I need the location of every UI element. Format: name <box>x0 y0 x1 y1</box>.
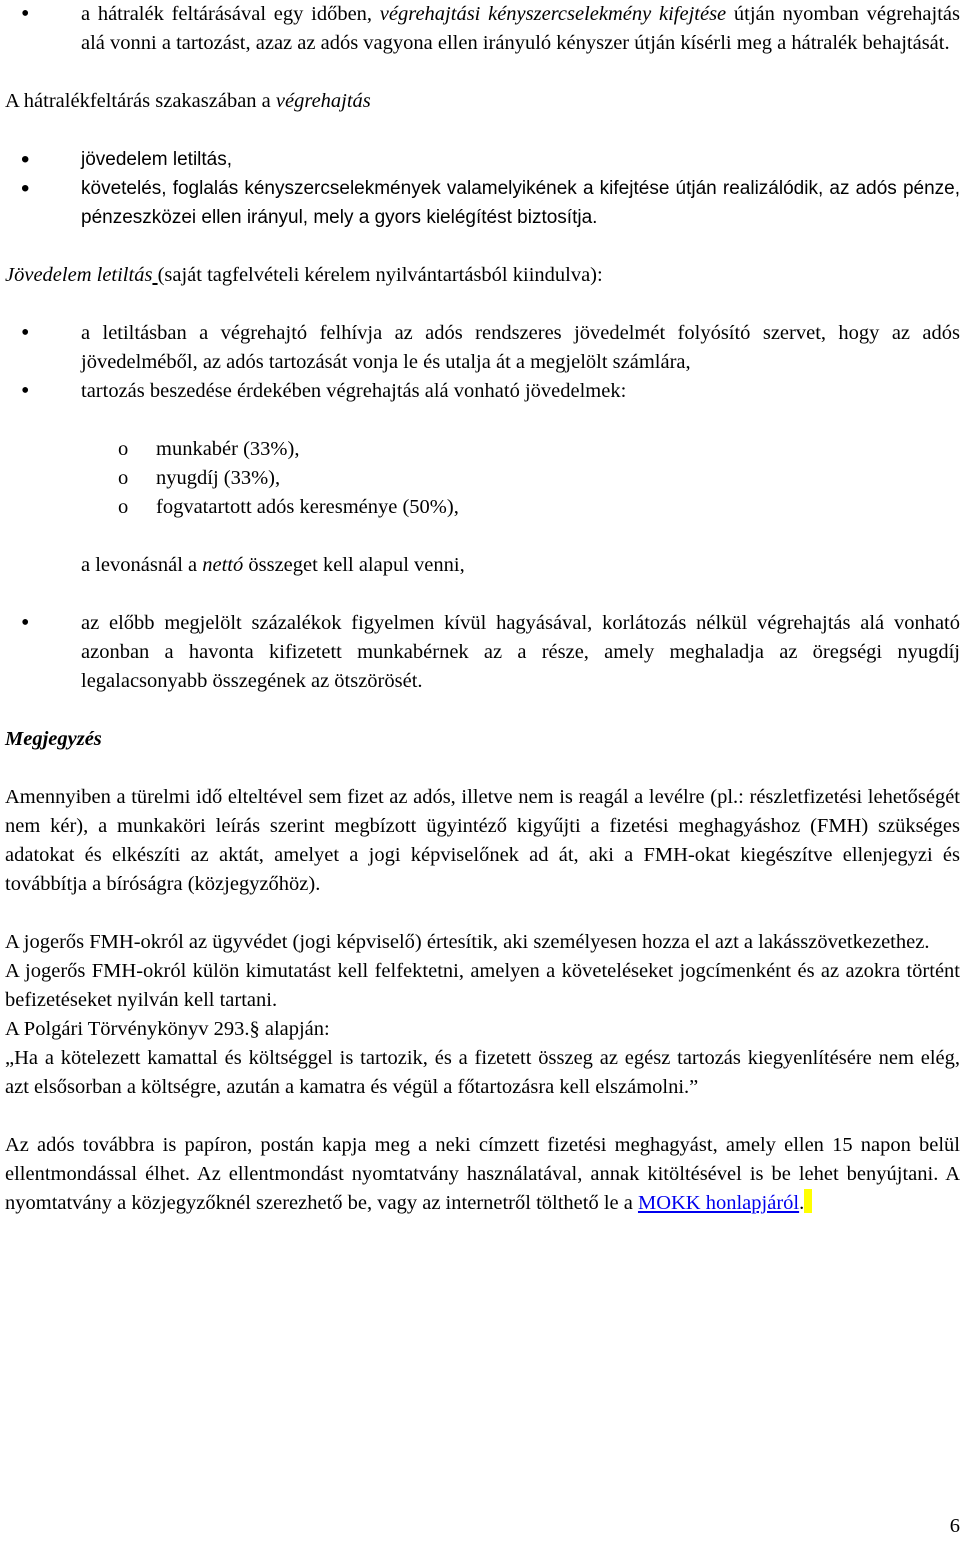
note-paragraph-4: A Polgári Törvénykönyv 293.§ alapján: <box>5 1018 330 1040</box>
net-amount-note: a levonásnál a nettó összeget kell alapul venni, <box>81 554 465 576</box>
list-item: o nyugdíj (33%), <box>5 464 960 493</box>
page-number: 6 <box>949 1515 960 1537</box>
income-sublist <box>5 435 960 522</box>
list-item: • követelés, foglalás kényszercselekmények valamelyikének a kifejtése útján realizálódik, az adós pénze, pénzeszközei ellen irányul, mely a gyors kielégítést biztosítja. <box>5 174 960 232</box>
list-item: o munkabér (33%), <box>5 435 960 464</box>
garnish-title-italic: Jövedelem letiltás <box>5 264 153 286</box>
garnish-list <box>5 319 960 406</box>
list-item: • tartozás beszedése érdekében végrehajtás alá vonható jövedelmek: <box>5 377 960 406</box>
note-paragraph-2: A jogerős FMH-okról az ügyvédet (jogi képviselő) értesítik, aki személyesen hozza el azt a lakásszövetkezethez. <box>5 931 930 953</box>
garnish-title: Jövedelem letiltás (saját tagfelvételi kérelem nyilvántartásból kiindulva): <box>5 264 603 286</box>
note-paragraph-5: Az adós továbbra is papíron, postán kapja meg a neki címzett fizetési meghagyást, amely ellen 15 napon belül ellentmondással élhet. Az ellentmondást nyomtatvány használatával, annak kitöltésével is be lehet benyújtani. A nyomtatvány a közjegyzőknél szerezhető be, vagy az internetről tölthető le a MOKK honlapjáról. <box>5 1134 960 1214</box>
limit-list <box>5 609 960 696</box>
phase-lead: A hátralékfeltárás szakaszában a végrehajtás <box>5 90 371 112</box>
civil-code-quote: „Ha a kötelezett kamattal és költséggel is tartozik, és a fizetett összeg az egész tartozás kiegyenlítésére nem elég, azt elsősorban a költségre, azután a kamatra és végül a főtartozásra kell elszámolni.” <box>5 1047 960 1098</box>
phase-list <box>5 145 960 232</box>
list-item: • jövedelem letiltás, <box>5 145 960 174</box>
note-paragraph-1: Amennyiben a türelmi idő elteltével sem fizet az adós, illetve nem is reagál a levélre (pl.: részletfizetési lehetőségét nem kér), a munkaköri leírás szerint megbízott ügyintéző kigyűjti a fizetési meghagyáshoz (FMH) szükséges adatokat és elkészíti az aktát, amelyet a jogi képviselőnek ad át, aki a FMH-okat kiegészítve ellenjegyzi és továbbítja a bíróságra (közjegyzőhöz). <box>5 786 960 895</box>
document-page <box>5 0 960 1218</box>
top-bullet-list <box>5 0 960 58</box>
list-item: • az előbb megjelölt százalékok figyelmen kívül hagyásával, korlátozás nélkül végrehajtás alá vonható azonban a havonta kifizetett munkabérnek az a része, amely meghaladja az öregségi nyugdíj legalacsonyabb összegének az ötszörösét. <box>5 609 960 696</box>
list-item: o fogvatartott adós keresménye (50%), <box>5 493 960 522</box>
note-paragraph-3: A jogerős FMH-okról külön kimutatást kell felfektetni, amelyen a követeléseket jogcímenként és az azokra történt befizetéseket nyilván kell tartani. <box>5 960 960 1011</box>
note-heading: Megjegyzés <box>5 728 102 750</box>
list-item: • a letiltásban a végrehajtó felhívja az adós rendszeres jövedelmét folyósító szervet, hogy az adós jövedelméből, az adós tartozását vonja le és utalja át a megjelölt számlára, <box>5 319 960 377</box>
highlight-mark <box>804 1189 812 1213</box>
mokk-homepage-link[interactable]: MOKK honlapjáról <box>637 1192 800 1214</box>
list-item: • a hátralék feltárásával egy időben, végrehajtási kényszercselekmény kifejtése útján nyomban végrehajtás alá vonni a tartozást, azaz az adós vagyona ellen irányuló kényszer útján kísérli meg a hátralék behajtását. <box>5 0 960 58</box>
